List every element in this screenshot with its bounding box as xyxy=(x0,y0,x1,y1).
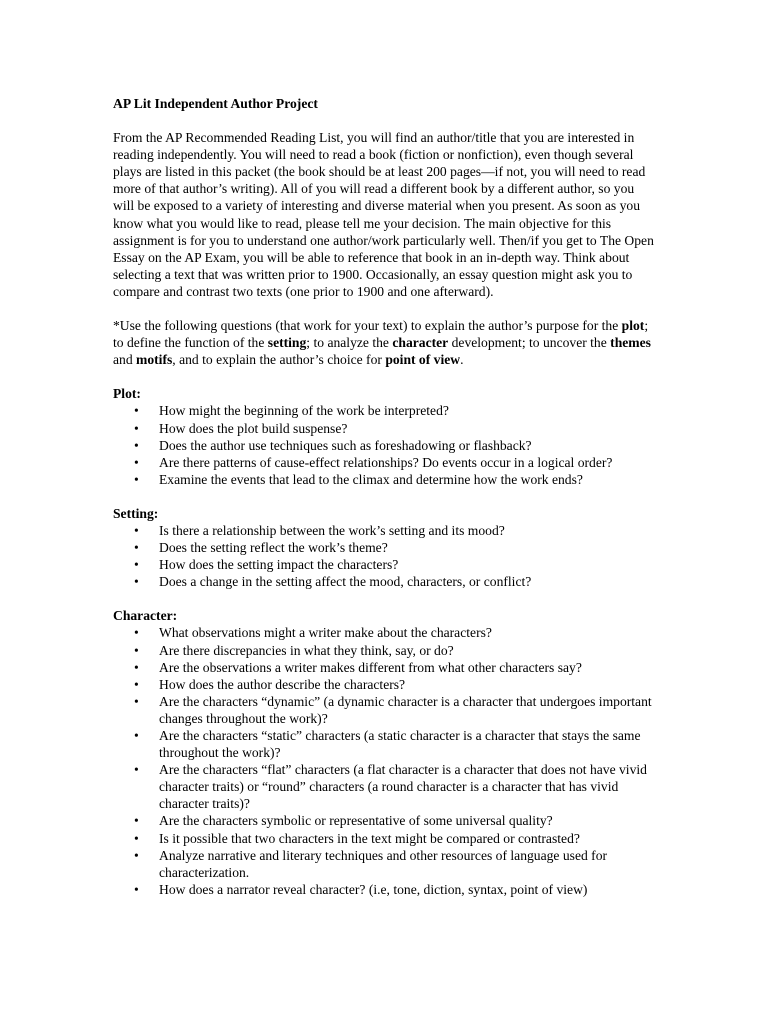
list-item xyxy=(113,761,658,812)
list-item-text: How might the beginning of the work be interpreted? xyxy=(159,403,449,419)
section-heading-plot: Plot: xyxy=(113,386,141,402)
list-item-text: Is there a relationship between the work’s setting and its mood? xyxy=(159,522,505,538)
list-item-text: Are there discrepancies in what they think, say, or do? xyxy=(159,642,454,658)
list-item xyxy=(113,676,658,693)
list-item xyxy=(113,573,658,590)
list-item xyxy=(113,847,658,881)
section-setting xyxy=(113,505,658,590)
list-item xyxy=(113,556,658,573)
bullet-icon: • xyxy=(134,454,139,470)
bullet-icon: • xyxy=(134,830,139,846)
section-heading-character: Character: xyxy=(113,608,178,624)
keyword-themes: themes xyxy=(610,335,651,351)
intro-paragraph: From the AP Recommended Reading List, you will find an author/title that you are interested in reading independently. You will need to read a book (fiction or nonfiction), even though several plays are listed in this packet (the book should be at least 200 pages—if not, you will need to read more of that author’s writing). All of you will read a different book by a different author, so you will be exposed to a variety of interesting and diverse material when you present. As soon as you know what you would like to read, please tell me your decision. The main objective for this assignment is for you to understand one author/work particularly well. Then/if you get to The Open Essay on the AP Exam, you will be able to reference that book in an in-depth way. Think about selecting a text that was written prior to 1900. Occasionally, an essay question might ask you to compare and contrast two texts (one prior to 1900 and one afterward). xyxy=(113,130,654,299)
list-item-text: What observations might a writer make about the characters? xyxy=(159,625,492,641)
list-item-text: Are the characters symbolic or representative of some universal quality? xyxy=(159,813,553,829)
list-item-text: How does the setting impact the characters? xyxy=(159,557,399,573)
list-item-text: Are there patterns of cause-effect relationships? Do events occur in a logical order? xyxy=(159,454,613,470)
list-item xyxy=(113,454,658,471)
bullet-icon: • xyxy=(134,642,139,658)
instructions-text-5: and xyxy=(113,352,137,368)
list-item xyxy=(113,830,658,847)
list-item xyxy=(113,471,658,488)
list-item xyxy=(113,539,658,556)
list-item xyxy=(113,659,658,676)
list-item-text: Are the characters “flat” characters (a flat character is a character that does not have vivid character traits) or “round” characters (a round character is a character that has vivid character traits)? xyxy=(159,762,647,812)
list-item-text: How does a narrator reveal character? (i.e, tone, diction, syntax, point of view) xyxy=(159,881,588,897)
bullet-icon: • xyxy=(134,659,139,675)
list-item-text: Does the author use techniques such as foreshadowing or flashback? xyxy=(159,437,532,453)
instructions-text-6: , and to explain the author’s choice for xyxy=(172,352,386,368)
bullet-icon: • xyxy=(134,403,139,419)
keyword-point-of-view: point of view xyxy=(385,352,461,368)
setting-question-list xyxy=(113,522,658,590)
list-item xyxy=(113,881,658,898)
list-item xyxy=(113,402,658,419)
bullet-icon: • xyxy=(134,420,139,436)
instructions-text-1: *Use the following questions (that work for your text) to explain the author’s purpose for the xyxy=(113,318,622,334)
bullet-icon: • xyxy=(134,762,139,778)
bullet-icon: • xyxy=(134,557,139,573)
bullet-icon: • xyxy=(134,471,139,487)
instructions-text-4: development; to uncover the xyxy=(448,335,611,351)
list-item xyxy=(113,437,658,454)
list-item-text: Are the characters “dynamic” (a dynamic character is a character that undergoes important changes throughout the work)? xyxy=(159,693,652,726)
instructions-text-7: . xyxy=(460,352,464,368)
list-item-text: Examine the events that lead to the climax and determine how the work ends? xyxy=(159,471,583,487)
bullet-icon: • xyxy=(134,540,139,556)
list-item-text: Are the observations a writer makes different from what other characters say? xyxy=(159,659,582,675)
bullet-icon: • xyxy=(134,574,139,590)
list-item-text: Analyze narrative and literary techniques and other resources of language used for characterization. xyxy=(159,847,608,880)
bullet-icon: • xyxy=(134,881,139,897)
document-title: AP Lit Independent Author Project xyxy=(113,96,318,111)
plot-question-list xyxy=(113,402,658,487)
bullet-icon: • xyxy=(134,676,139,692)
bullet-icon: • xyxy=(134,847,139,863)
keyword-setting: setting xyxy=(267,335,307,351)
keyword-motifs: motifs xyxy=(136,352,173,368)
bullet-icon: • xyxy=(134,813,139,829)
list-item-text: Are the characters “static” characters (a static character is a character that stays the same throughout the work)? xyxy=(159,728,641,761)
instructions-text-2: ; to define the function of the xyxy=(113,318,649,351)
list-item xyxy=(113,812,658,829)
list-item-text: Is it possible that two characters in the text might be compared or contrasted? xyxy=(159,830,580,846)
section-heading-setting: Setting: xyxy=(113,505,159,521)
bullet-icon: • xyxy=(134,522,139,538)
document-page xyxy=(113,95,658,915)
list-item xyxy=(113,693,658,727)
bullet-icon: • xyxy=(134,728,139,743)
character-question-list xyxy=(113,624,658,898)
list-item xyxy=(113,420,658,437)
list-item xyxy=(113,624,658,641)
list-item xyxy=(113,642,658,659)
list-item-text: How does the author describe the characters? xyxy=(159,676,406,692)
bullet-icon: • xyxy=(134,437,139,453)
instructions-paragraph xyxy=(113,317,658,368)
list-item-text: How does the plot build suspense? xyxy=(159,420,348,436)
instructions-text-3: ; to analyze the xyxy=(306,335,393,351)
section-character xyxy=(113,607,658,898)
keyword-plot: plot xyxy=(621,318,645,334)
list-item-text: Does the setting reflect the work’s theme? xyxy=(159,540,388,556)
list-item xyxy=(113,727,658,761)
list-item-text: Does a change in the setting affect the mood, characters, or conflict? xyxy=(159,574,532,590)
section-plot xyxy=(113,385,658,488)
list-item xyxy=(113,522,658,539)
bullet-icon: • xyxy=(134,693,139,709)
bullet-icon: • xyxy=(134,625,139,641)
keyword-character: character xyxy=(392,335,449,351)
